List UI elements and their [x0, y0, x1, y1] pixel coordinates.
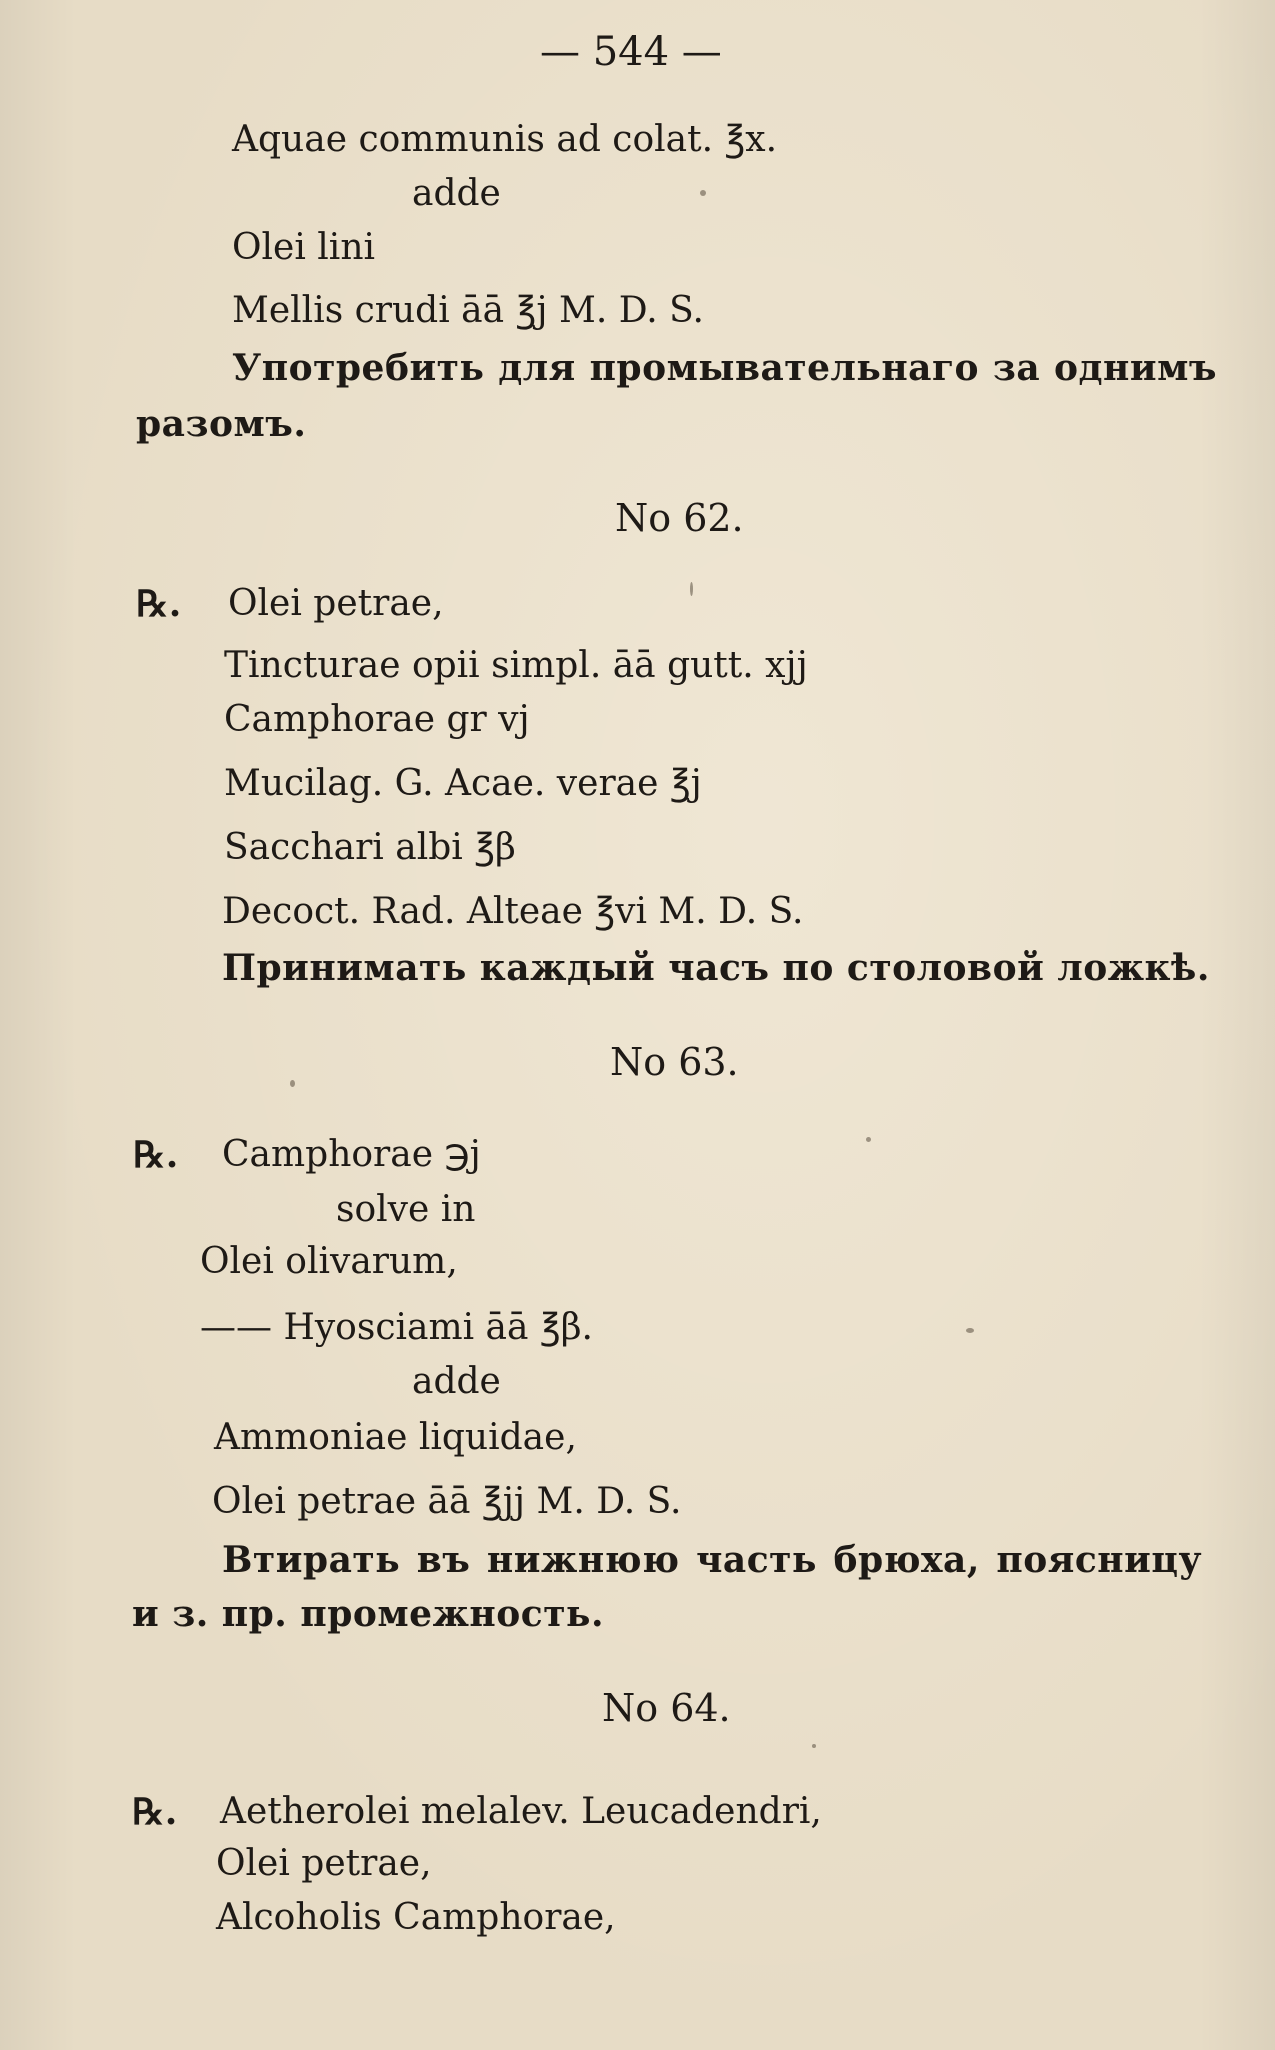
usage-instruction-end: и з. пр. промежность. — [132, 1593, 604, 1635]
recipe-line: Camphorae gr vj — [224, 699, 530, 740]
instruction-word: для — [498, 347, 576, 389]
instruction-word: поясницу — [996, 1539, 1202, 1581]
recipe-number-heading: No 63. — [610, 1040, 739, 1084]
recipe-line: Tincturae opii simpl. āā gutt. xjj — [224, 645, 808, 686]
recipe-line: adde — [412, 1361, 501, 1402]
recipe-line: Alcoholis Camphorae, — [216, 1897, 616, 1938]
recipe-line: Olei petrae, — [216, 1843, 432, 1884]
paper-speck — [812, 1744, 816, 1748]
recipe-line: —— Hyosciami āā ℥β. — [200, 1307, 593, 1348]
paper-speck — [966, 1328, 974, 1333]
recipe-line: Aquae communis ad colat. ℥x. — [232, 119, 778, 160]
instruction-word: однимъ — [1054, 347, 1217, 389]
instruction-word: въ — [416, 1539, 471, 1581]
paper-speck — [866, 1137, 871, 1142]
recipe-line: Olei olivarum, — [200, 1241, 458, 1282]
recipe-line: Olei petrae āā ℥jj M. D. S. — [212, 1481, 682, 1522]
usage-instruction-end: разомъ. — [136, 403, 307, 445]
recipe-line: adde — [412, 173, 501, 214]
paper-speck — [690, 582, 693, 596]
instruction-word: Употребить — [232, 347, 485, 389]
recipe-number-heading: No 62. — [615, 496, 744, 540]
recipe-line: Olei petrae, — [228, 583, 444, 624]
recipe-line: Decoct. Rad. Alteae ℥vi M. D. S. — [222, 891, 804, 932]
recipe-line: Sacchari albi ℥β — [224, 827, 516, 868]
paper-speck — [700, 190, 706, 196]
paper-speck — [290, 1080, 295, 1087]
rx-symbol: ℞. — [132, 1791, 178, 1833]
instruction-word: нижнюю — [486, 1539, 680, 1581]
instruction-word: промывательнаго — [589, 347, 980, 389]
recipe-line: solve in — [336, 1189, 476, 1230]
usage-instruction — [222, 1538, 1202, 1582]
recipe-line: Aetherolei melalev. Leucadendri, — [220, 1791, 822, 1832]
recipe-line: Ammoniae liquidae, — [214, 1417, 577, 1458]
recipe-line: Camphorae ℈j — [222, 1134, 481, 1175]
instruction-word: Втирать — [222, 1539, 401, 1581]
usage-instruction — [232, 346, 1217, 390]
recipe-number-heading: No 64. — [602, 1686, 731, 1730]
instruction-word: брюха, — [833, 1539, 980, 1581]
recipe-line: Olei lini — [232, 227, 376, 268]
rx-symbol: ℞. — [133, 1134, 179, 1176]
page-number: — 544 — — [540, 29, 722, 75]
instruction-word: за — [992, 347, 1041, 389]
instruction-word: часть — [696, 1539, 817, 1581]
recipe-line: Mellis crudi āā ℥j M. D. S. — [232, 290, 704, 331]
rx-symbol: ℞. — [136, 583, 182, 625]
recipe-line: Mucilag. G. Acae. verae ℥j — [224, 763, 702, 804]
usage-instruction: Принимать каждый часъ по столовой ложкѣ. — [222, 947, 1210, 989]
